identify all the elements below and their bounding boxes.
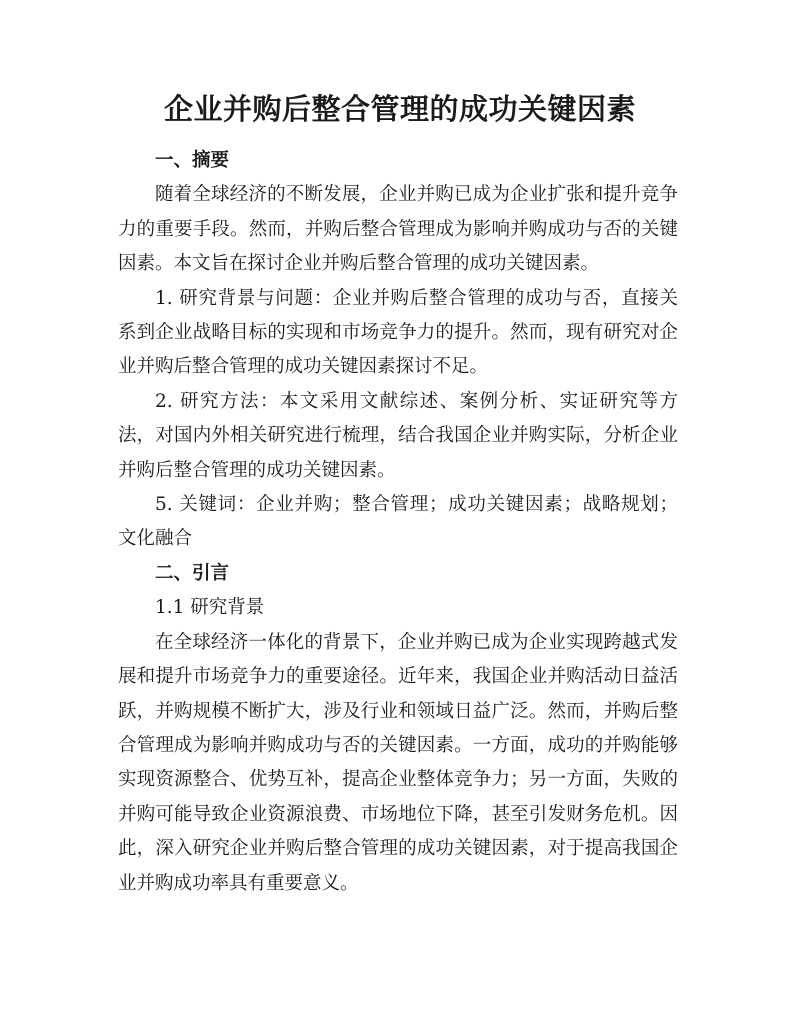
abstract-paragraph: 随着全球经济的不断发展，企业并购已成为企业扩张和提升竞争力的重要手段。然而，并购后整合管理成为影响并购成功与否的关键因素。本文旨在探讨企业并购后整合管理的成功关键因素。 [118, 184, 678, 275]
document-body [118, 144, 678, 901]
section-heading-abstract: 一、摘要 [155, 150, 230, 171]
section-heading-introduction: 二、引言 [155, 562, 230, 584]
abstract-item-5: 5. 关键词：企业并购；整合管理；成功关键因素；战略规划；文化融合 [118, 494, 678, 550]
abstract-item-2: 2. 研究方法：本文采用文献综述、案例分析、实证研究等方法，对国内外相关研究进行梳理，结合我国企业并购实际，分析企业并购后整合管理的成功关键因素。 [118, 390, 678, 481]
abstract-item-1: 1. 研究背景与问题：企业并购后整合管理的成功与否，直接关系到企业战略目标的实现和市场竞争力的提升。然而，现有研究对企业并购后整合管理的成功关键因素探讨不足。 [118, 287, 678, 378]
introduction-paragraph: 在全球经济一体化的背景下，企业并购已成为企业实现跨越式发展和提升市场竞争力的重要途径。近年来，我国企业并购活动日益活跃，并购规模不断扩大，涉及行业和领域日益广泛。然而，并购后整合管理成为影响并购成功与否的关键因素。一方面，成功的并购能够实现资源整合、优势互补，提高企业整体竞争力；另一方面，失败的并购可能导致企业资源浪费、市场地位下降，甚至引发财务危机。因此，深入研究企业并购后整合管理的成功关键因素，对于提高我国企业并购成功率具有重要意义。 [118, 631, 678, 894]
document-title: 企业并购后整合管理的成功关键因素 [163, 92, 636, 126]
subsection-heading-1-1: 1.1 研究背景 [155, 597, 265, 619]
